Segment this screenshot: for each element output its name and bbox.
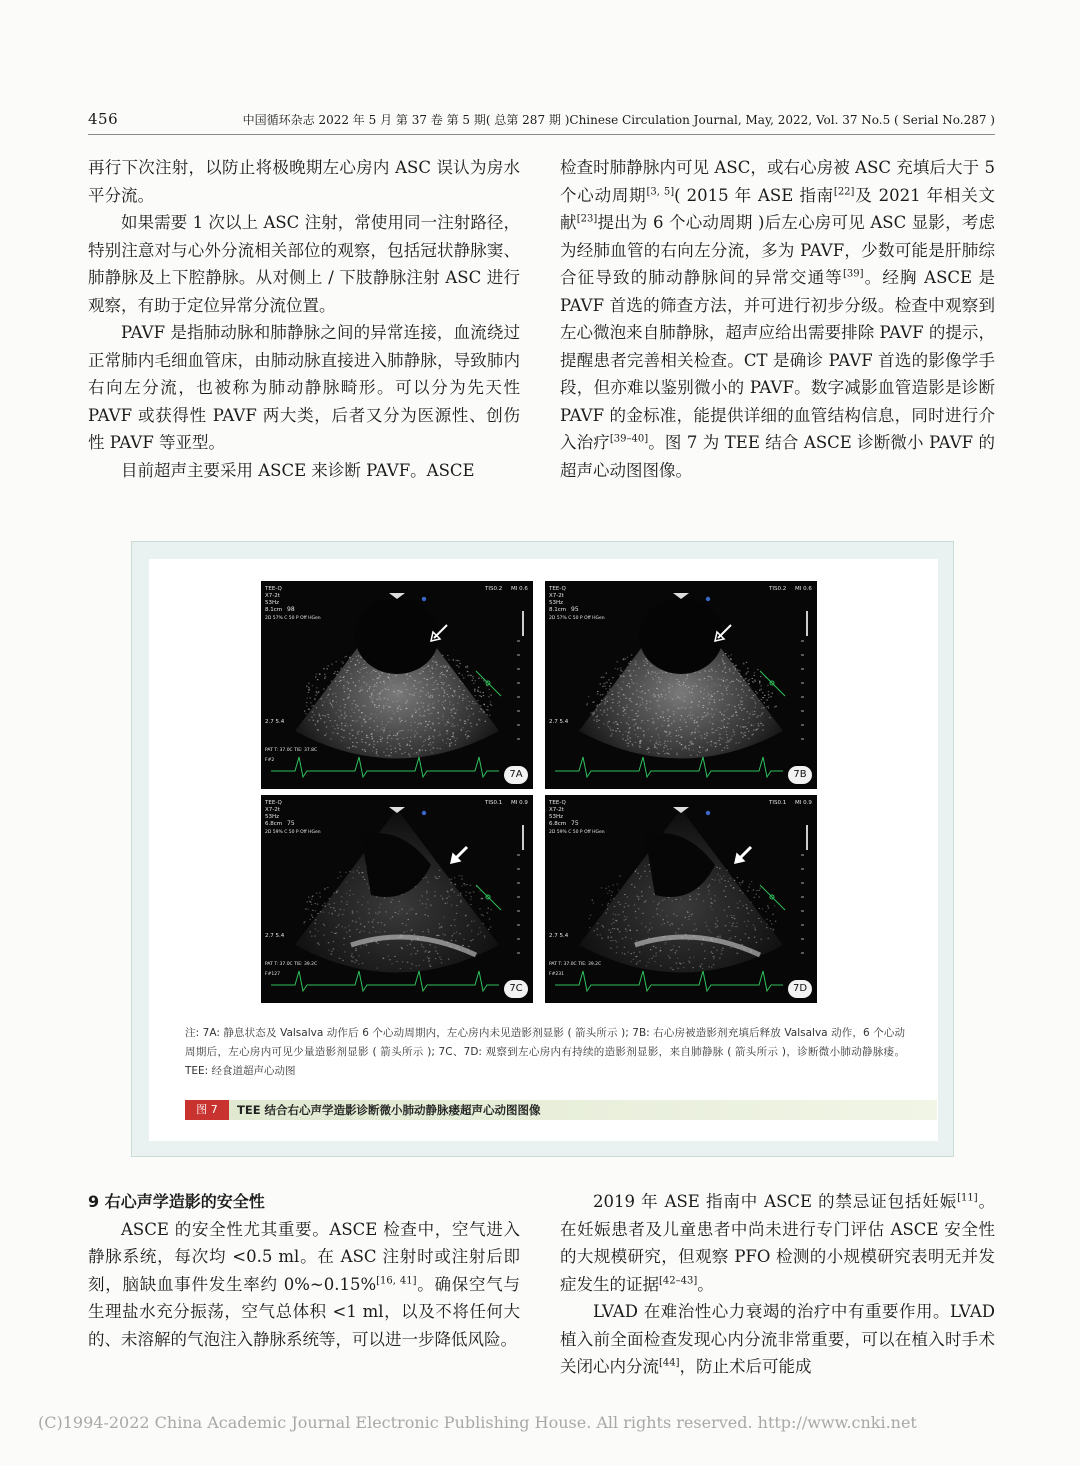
text-run: 及 2021 年相关文献: [560, 185, 996, 232]
citation: [11]: [957, 1192, 978, 1204]
frame-number: F#127: [265, 972, 280, 977]
panel-label: 7D: [788, 980, 812, 998]
text-run: ASCE 的安全性尤其重要。ASCE 检查中，空气进入静脉系统，每次均 <0.5 ml。在 ASC 注射时或注射后即刻，脑缺血事件发生率约 0%~0.15%: [88, 1219, 520, 1294]
gain-settings: 2D 59% C 50 P Off HGen: [265, 830, 321, 835]
ecg-trace: [271, 971, 499, 991]
text-run: LVAD 在难治性心力衰竭的治疗中有重要作用。LVAD 植入前全面检查发现心内分流非常重要，可以在植入时手术关闭心内分流: [560, 1302, 995, 1376]
angle-readout: 75: [287, 820, 295, 827]
column-bottom-right: [560, 1188, 995, 1381]
frame-number: F#231: [549, 972, 564, 977]
angle-readout: 98: [287, 606, 295, 613]
scale-readout: 2.7 5.4: [549, 933, 569, 939]
orientation-dot: [706, 597, 710, 601]
running-header: 中国循环杂志 2022 年 5 月 第 37 卷 第 5 期( 总第 287 期 )Chinese Circulation Journal, May, 2022, Vol. 37 No.5 ( Serial No.287 ): [242, 113, 995, 127]
ti-index: TIS0.2: [485, 586, 503, 592]
citation: [3, 5]: [646, 186, 675, 197]
figure-7: [131, 541, 954, 1157]
column-bottom-left: [88, 1188, 520, 1353]
ti-index: TIS0.1: [485, 800, 503, 806]
arrow-icon: [735, 847, 751, 863]
text-run: 。: [697, 1274, 714, 1294]
arrow-icon: [451, 847, 467, 863]
citation: [16, 41]: [376, 1275, 417, 1286]
scale-readout: 2.7 5.4: [265, 933, 285, 939]
column-top-left: [88, 154, 520, 484]
citation: [42–43]: [659, 1275, 698, 1286]
figure-title: TEE 结合右心声学造影诊断微小肺动静脉瘘超声心动图图像: [237, 1103, 541, 1117]
column-top-right: [560, 154, 995, 484]
depth-scale: [801, 825, 807, 953]
paragraph: 如果需要 1 次以上 ASC 注射，常使用同一注射路径，特别注意对与心外分流相关部位的观察，包括冠状静脉窦、肺静脉及上下腔静脉。从对侧上 / 下肢静脉注射 ASC 进行观察，有助于定位异常分流位置。: [88, 213, 520, 315]
figure-label: 图 7: [185, 1100, 229, 1120]
depth-label: 8.1cm: [265, 607, 283, 613]
page-number: 456: [88, 110, 119, 128]
text-run: 提出为 6 个心动周期 )后左心房可见 ASC 显影，考虑为经肺血管的右向左分流，多为 PAVF，少数可能是肝肺综合征导致的肺动静脉间的异常交通等: [560, 213, 995, 287]
left-atrium-chamber: [355, 598, 439, 674]
ecg-trace: [555, 757, 783, 777]
scale-readout: 2.7 5.4: [265, 719, 285, 725]
echo-image: [545, 581, 817, 789]
caliper-line: [760, 671, 785, 696]
mi-index: MI 0.9: [511, 800, 528, 806]
mode-label: TEE-Q: [549, 586, 566, 592]
text-run: 。经胸 ASCE 是 PAVF 首选的筛查方法，并可进行初步分级。检查中观察到左心微泡来自肺静脉，超声应给出需要排除 PAVF 的提示，提醒患者完善相关检查。CT 是确诊 PAVF 首选的影像学手段，但亦难以鉴别微小的 PAVF。数字减影血管造影是诊断 PAVF 的金标准，能提供详细的血管结构信息，同时进行介入治疗: [560, 268, 995, 452]
text-run: 2019 年 ASE 指南中 ASCE 的禁忌证包括妊娠: [593, 1192, 958, 1211]
probe-label: X7-2t: [265, 807, 280, 813]
copyright-footer: (C)1994-2022 China Academic Journal Electronic Publishing House. All rights reserved. http://www.cnki.net: [38, 1413, 917, 1432]
text-run: 检查时肺静脉内可见 ASC，或右心房被 ASC 充填后大于 5 个心动周期: [560, 158, 995, 205]
paragraph: PAVF 是指肺动脉和肺静脉之间的异常连接，血流绕过正常肺内毛细血管床，由肺动脉直接进入肺静脉，导致肺内右向左分流，也被称为肺动静脉畸形。可以分为先天性 PAVF 或获得性 PAVF 两大类，后者又分为医源性、创伤性 PAVF 等亚型。: [88, 323, 520, 452]
panel-label: 7A: [504, 766, 528, 784]
scale-readout: 2.7 5.4: [549, 719, 569, 725]
depth-scale: [517, 611, 523, 739]
echo-panel-7d: [545, 795, 817, 1003]
mode-label: TEE-Q: [265, 586, 282, 592]
citation: [23]: [576, 213, 598, 225]
echo-image: [261, 581, 533, 789]
depth-scale: [801, 611, 807, 739]
text-run: 。在妊娠患者及儿童患者中尚未进行专门评估 ASCE 安全性的大规模研究，但观察 PFO 检测的小规模研究表明无并发症发生的证据: [560, 1192, 996, 1294]
echo-panel-7c: [261, 795, 533, 1003]
probe-label: X7-2t: [549, 593, 564, 599]
echo-image: [261, 795, 533, 1003]
mi-index: MI 0.6: [795, 586, 812, 592]
frame-rate-label: 53Hz: [549, 600, 564, 606]
paragraph: 目前超声主要采用 ASCE 来诊断 PAVF。ASCE: [121, 460, 475, 480]
mode-label: TEE-Q: [265, 800, 282, 806]
temperature-readout: PAT T: 37.0C TIE: 39.2C: [549, 962, 602, 967]
left-atrium-chamber: [639, 598, 723, 674]
probe-marker: [389, 593, 405, 599]
text-run: ( 2015 年 ASE 指南: [674, 185, 834, 205]
ecg-trace: [271, 757, 499, 777]
ti-index: TIS0.1: [769, 800, 787, 806]
paragraph: [560, 154, 995, 484]
text-run: 。图 7 为 TEE 结合 ASCE 诊断微小 PAVF 的超声心动图图像。: [560, 433, 995, 480]
orientation-dot: [422, 597, 426, 601]
temperature-readout: PAT T: 37.0C TIE: 39.2C: [265, 962, 318, 967]
citation: [44]: [659, 1357, 680, 1369]
angle-readout: 75: [571, 820, 579, 827]
angle-readout: 95: [571, 606, 579, 613]
panel-label: 7C: [504, 980, 528, 998]
probe-label: X7-2t: [549, 807, 564, 813]
echo-image: [545, 795, 817, 1003]
orientation-dot: [706, 811, 710, 815]
probe-marker: [389, 807, 405, 813]
citation: [39]: [842, 268, 864, 280]
paragraph: [88, 1216, 520, 1354]
paragraph: [560, 1188, 995, 1298]
citation: [22]: [833, 186, 855, 197]
gain-settings: 2D 59% C 50 P Off HGen: [549, 830, 605, 835]
text-run: 。确保空气与生理盐水充分振荡，空气总体积 <1 ml，以及不将任何大的、未溶解的气泡注入静脉系统等，可以进一步降低风险。: [88, 1274, 521, 1349]
mode-label: TEE-Q: [549, 800, 566, 806]
orientation-dot: [422, 811, 426, 815]
depth-label: 6.8cm: [549, 821, 567, 827]
citation: [39–40]: [609, 433, 649, 445]
ti-index: TIS0.2: [769, 586, 787, 592]
echo-panel-7b: [545, 581, 817, 789]
gain-settings: 2D 57% C 50 P Off HGen: [549, 616, 605, 621]
text-run: ，防止术后可能成: [679, 1357, 812, 1376]
section-heading: 9 右心声学造影的安全性: [88, 1192, 265, 1211]
depth-scale: [517, 825, 523, 953]
probe-label: X7-2t: [265, 593, 280, 599]
paragraph: 再行下次注射，以防止将极晚期左心房内 ASC 误认为房水平分流。: [88, 158, 520, 205]
probe-marker: [673, 593, 689, 599]
panel-label: 7B: [788, 766, 812, 784]
probe-marker: [673, 807, 689, 813]
ecg-trace: [555, 971, 783, 991]
paragraph: [560, 1298, 995, 1381]
echo-panel-7a: [261, 581, 533, 789]
figure-inner: [149, 559, 938, 1141]
figure-caption: [185, 1100, 937, 1120]
frame-rate-label: 53Hz: [265, 600, 280, 606]
frame-rate-label: 53Hz: [549, 814, 564, 820]
frame-rate-label: 53Hz: [265, 814, 280, 820]
figure-note: 注: 7A: 静息状态及 Valsalva 动作后 6 个心动周期内，左心房内未见造影剂显影 ( 箭头所示 ); 7B: 右心房被造影剂充填后释放 Valsalva 动作，6 个心动周期后，左心房内可见少量造影剂显影 ( 箭头所示 ); 7C、7D: 观察到左心房内有持续的造影剂显影，来自肺静脉 ( 箭头所示 )，诊断微小肺动静脉瘘。TEE: 经食道超声心动图: [185, 1027, 905, 1077]
mi-index: MI 0.9: [795, 800, 812, 806]
frame-number: F#2: [265, 758, 275, 763]
caliper-line: [476, 885, 501, 910]
temperature-readout: PAT T: 37.0C TIE: 37.8C: [265, 748, 318, 753]
gain-settings: 2D 57% C 50 P Off HGen: [265, 616, 321, 621]
header-rule: [88, 134, 995, 135]
depth-label: 8.1cm: [549, 607, 567, 613]
caliper-line: [760, 885, 785, 910]
depth-label: 6.8cm: [265, 821, 283, 827]
mi-index: MI 0.6: [511, 586, 528, 592]
